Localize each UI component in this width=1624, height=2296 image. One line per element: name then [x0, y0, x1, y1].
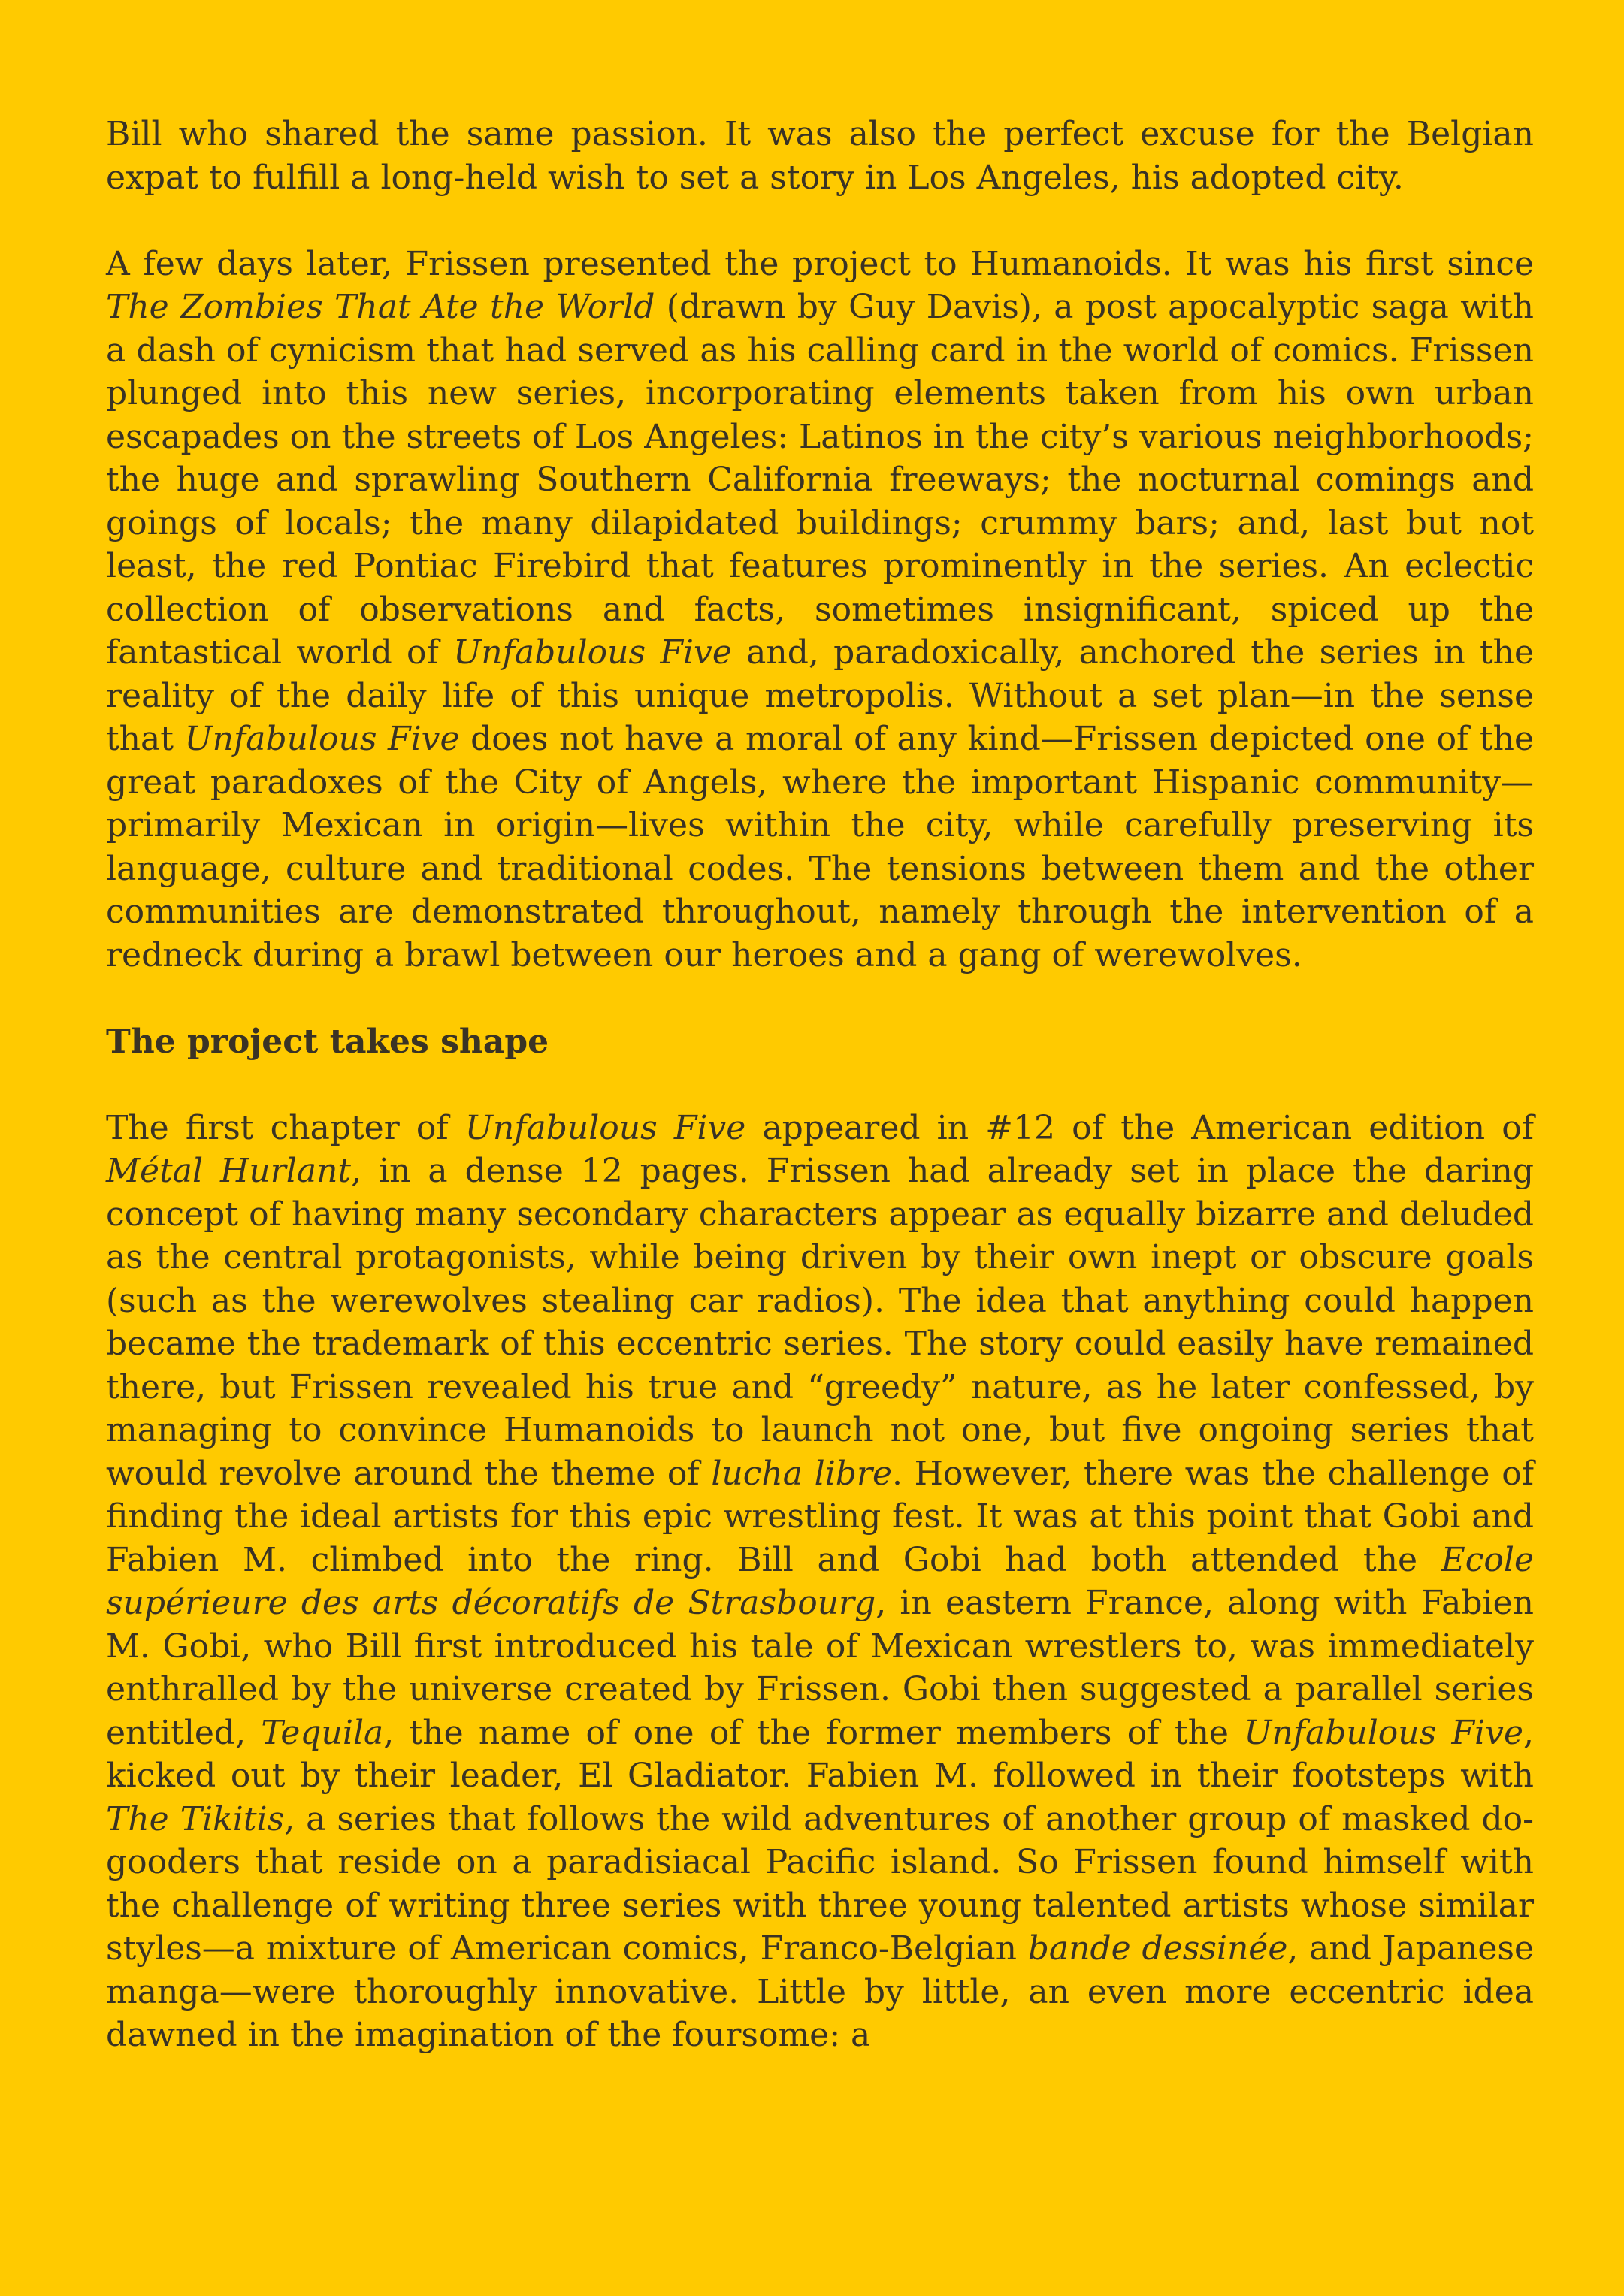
title-italic: Unfabulous Five	[464, 1108, 746, 1147]
text-run: , and Japanese manga—were thoroughly innovative. Little by little, an even more eccentric idea dawned in the imagination of the foursome: a	[106, 1929, 1534, 2054]
section-heading: The project takes shape	[106, 1022, 549, 1061]
text-run: , in eastern France, along with Fabien M. Gobi, who Bill first introduced his tale of Mexican wrestlers to, was immediately enthralled by the universe created by Frissen. Gobi then suggested a parallel series entitled,	[106, 1584, 1534, 1752]
title-italic: lucha libre	[711, 1454, 893, 1493]
text-run: The first chapter of	[106, 1108, 465, 1147]
text-run: and, paradoxically, anchored the series in the reality of the daily life of this unique metropolis. Without a set plan—in the sense that	[106, 633, 1535, 758]
paragraph-project-shape	[106, 1107, 1534, 2057]
text-run: appeared in #12 of the American edition of	[745, 1108, 1534, 1147]
text-run: , in a dense 12 pages. Frissen had already set in place the daring concept of having many secondary characters appear as equally bizarre and deluded as the central protagonists, while being driven by their own inept or obscure goals (such as the werewolves stealing car radios). The idea that anything could happen became the trademark of this eccentric series. The story could easily have remained there, but Frissen revealed his true and “greedy” nature, as he later confessed, by managing to convince Humanoids to launch not one, but five ongoing series that would revolve around the theme of	[106, 1152, 1534, 1493]
title-italic: Unfabulous Five	[1244, 1713, 1523, 1752]
title-italic: Tequila	[261, 1713, 384, 1752]
text-run: , the name of one of the former members of the	[383, 1713, 1244, 1752]
title-italic: bande dessinée	[1027, 1929, 1288, 1968]
paragraph-project-presentation	[106, 243, 1534, 977]
title-italic: Unfabulous Five	[453, 633, 732, 672]
title-italic: Unfabulous Five	[184, 720, 460, 758]
text-run: does not have a moral of any kind—Frissen depicted one of the great paradoxes of the City of Angels, where the important Hispanic community—primarily Mexican in origin—lives within the city, while carefully preserving its language, culture and traditional codes. The tensions between them and the other communities are demonstrated throughout, namely through the intervention of a redneck during a brawl between our heroes and a gang of werewolves.	[106, 720, 1534, 974]
text-run: Bill who shared the same passion. It was also the perfect excuse for the Belgian expat to fulfill a long-held wish to set a story in Los Angeles, his adopted city.	[106, 115, 1534, 197]
text-run: , a series that follows the wild adventures of another group of masked do-gooders that reside on a paradisiacal Pacific island. So Frissen found himself with the challenge of writing three series with three young talented artists whose similar styles—a mixture of American comics, Franco-Belgian	[106, 1799, 1534, 1968]
title-italic: Ecole supérieure des arts décoratifs de Strasbourg	[106, 1540, 1534, 1622]
text-run: A few days later, Frissen presented the project to Humanoids. It was his first since	[106, 244, 1534, 283]
text-run: (drawn by Guy Davis), a post apocalyptic saga with a dash of cynicism that had served as his calling card in the world of comics. Frissen plunged into this new series, incorporating elements taken from his own urban escapades on the streets of Los Angeles: Latinos in the city’s various neighborhoods; the huge and sprawling Southern California freeways; the nocturnal comings and goings of locals; the many dilapidated buildings; crummy bars; and, last but not least, the red Pontiac Firebird that features prominently in the series. An eclectic collection of observations and facts, sometimes insignificant, spiced up the fantastical world of	[106, 288, 1534, 672]
article-body	[106, 113, 1534, 2057]
title-italic: Métal Hurlant	[106, 1152, 352, 1190]
title-italic: The Zombies That Ate the World	[106, 288, 655, 326]
title-italic: The Tikitis	[106, 1799, 285, 1838]
text-run: , kicked out by their leader, El Gladiator. Fabien M. followed in their footsteps with	[106, 1713, 1534, 1795]
text-run: . However, there was the challenge of finding the ideal artists for this epic wrestling fest. It was at this point that Gobi and Fabien M. climbed into the ring. Bill and Gobi had both attended the	[106, 1454, 1534, 1579]
paragraph-intro	[106, 113, 1534, 199]
